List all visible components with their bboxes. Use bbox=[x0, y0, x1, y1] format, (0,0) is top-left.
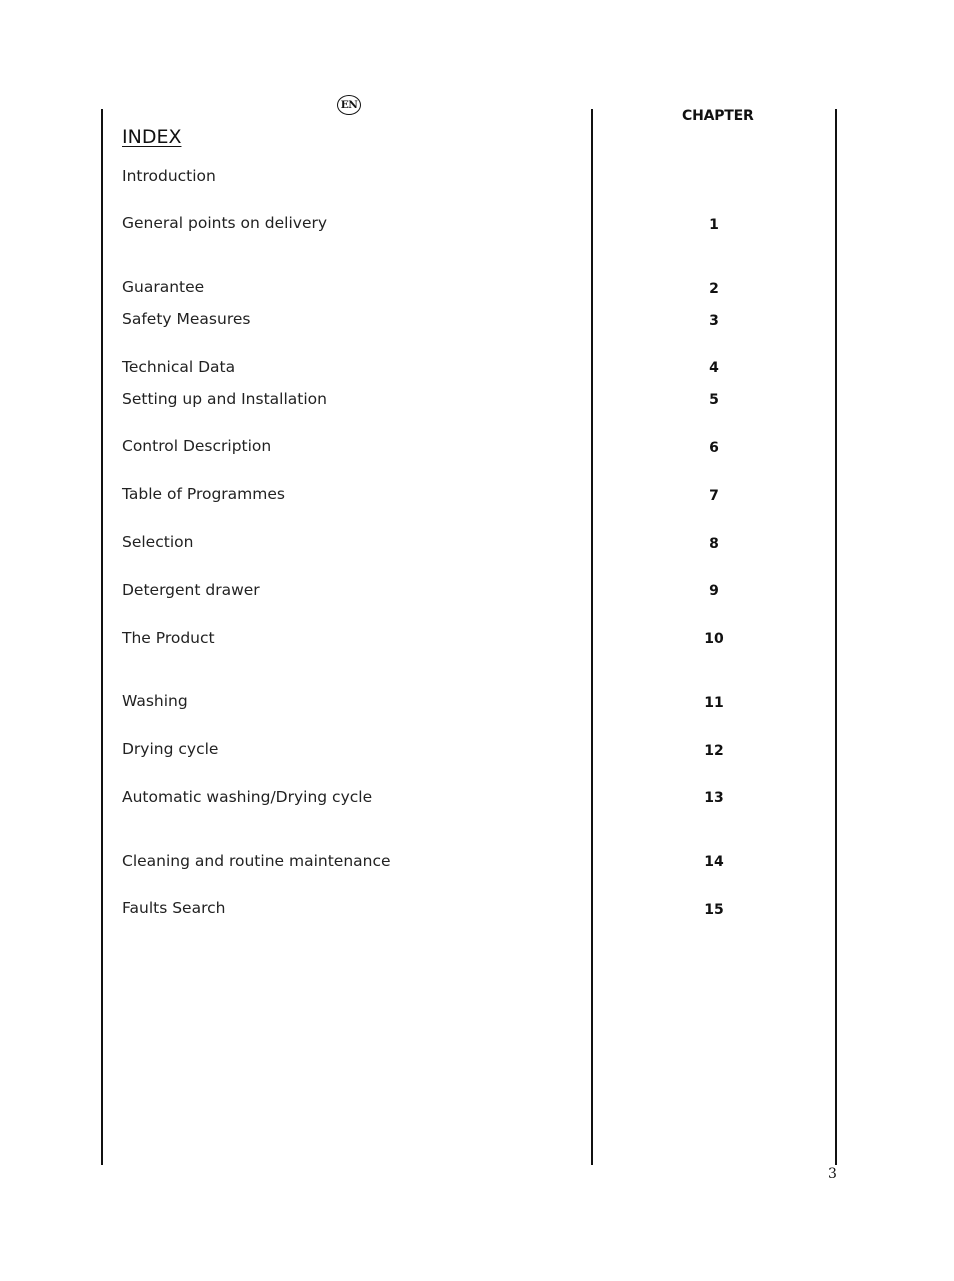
index-entry-chapter: 8 bbox=[709, 536, 719, 552]
index-entry-title: Drying cycle bbox=[122, 740, 219, 758]
right-margin-rule bbox=[835, 109, 837, 1165]
index-entry-chapter: 7 bbox=[709, 488, 719, 504]
index-entry-chapter: 10 bbox=[704, 631, 724, 647]
index-entry-title: Table of Programmes bbox=[122, 485, 285, 503]
index-entry-title: Introduction bbox=[122, 167, 216, 185]
index-entry-chapter: 1 bbox=[709, 217, 719, 233]
index-entry-title: Setting up and Installation bbox=[122, 390, 327, 408]
index-entry-title: Cleaning and routine maintenance bbox=[122, 852, 391, 870]
index-entry-chapter: 6 bbox=[709, 440, 719, 456]
index-entry-title: Technical Data bbox=[122, 358, 236, 376]
index-entry-title: Selection bbox=[122, 533, 194, 551]
language-badge-icon: EN bbox=[337, 95, 361, 115]
index-entry-chapter: 3 bbox=[709, 313, 719, 329]
index-entry-chapter: 15 bbox=[704, 902, 724, 918]
index-entry-title: General points on delivery bbox=[122, 214, 328, 232]
chapter-column-header: CHAPTER bbox=[682, 108, 754, 124]
column-divider-rule bbox=[591, 109, 593, 1165]
page-number: 3 bbox=[828, 1166, 837, 1182]
index-entry-chapter: 12 bbox=[704, 743, 724, 759]
left-margin-rule bbox=[101, 109, 103, 1165]
index-title: INDEX bbox=[122, 126, 182, 148]
index-entry-chapter: 14 bbox=[704, 854, 724, 870]
index-entry-chapter: 9 bbox=[709, 583, 719, 599]
index-entry-chapter: 5 bbox=[709, 392, 719, 408]
index-entry-chapter: 2 bbox=[709, 281, 719, 297]
index-entry-title: Safety Measures bbox=[122, 310, 251, 328]
index-entry-chapter: 4 bbox=[709, 360, 719, 376]
index-entry-title: Faults Search bbox=[122, 899, 226, 917]
index-entry-chapter: 11 bbox=[704, 695, 724, 711]
index-entry-title: Guarantee bbox=[122, 278, 205, 296]
index-entry-title: Automatic washing/Drying cycle bbox=[122, 788, 373, 806]
index-entry-title: Detergent drawer bbox=[122, 581, 260, 599]
index-entry-title: The Product bbox=[122, 629, 215, 647]
index-entry-title: Control Description bbox=[122, 437, 272, 455]
index-entry-title: Washing bbox=[122, 692, 188, 710]
index-entry-chapter: 13 bbox=[704, 790, 724, 806]
